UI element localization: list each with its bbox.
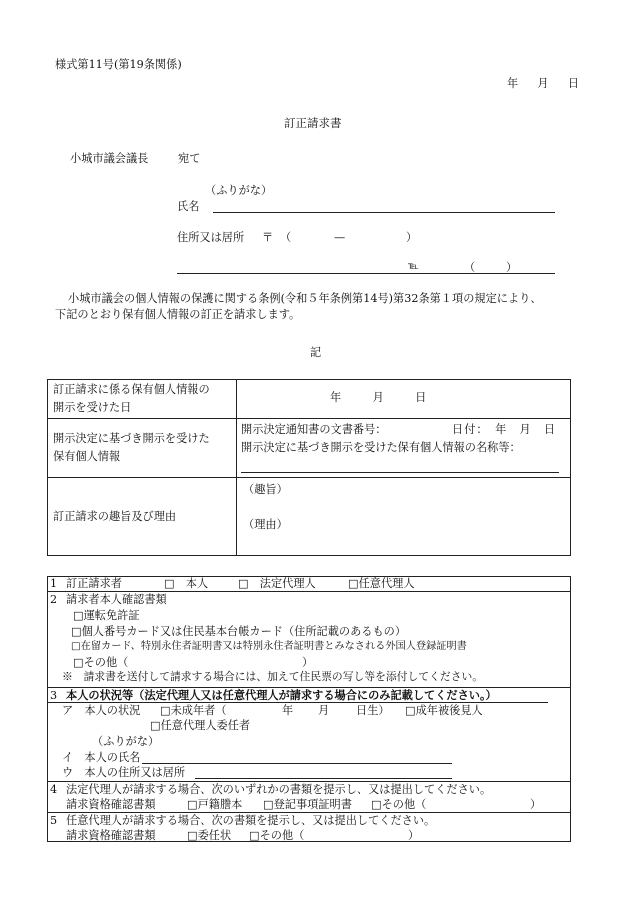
disclosed-info-name[interactable]: 開示決定に基づき開示を受けた保有個人情報の名称等： xyxy=(241,441,521,454)
id-residence-card-checkbox[interactable]: □在留カード、特別永住者証明書又は特別永住者証明書とみなされる外国人登録証明書 xyxy=(71,641,467,652)
doc-power-of-attorney-checkbox[interactable]: □委任状 xyxy=(187,829,232,842)
table2-divider-3 xyxy=(47,781,571,782)
addressee-suffix: 宛て xyxy=(178,152,201,165)
voluntary-agent-docs-label: 請求資格確認書類 xyxy=(66,829,156,842)
intro-line-1: 小城市議会の個人情報の保護に関する条例(令和５年条例第14号)第32条第１項の規定により、 xyxy=(68,292,542,305)
disclosed-info-label-1: 開示決定に基づき開示を受けた xyxy=(53,432,210,445)
id-mynumber-card-checkbox[interactable]: □個人番号カード又は住民基本台帳カード（住所記載のあるもの） xyxy=(71,625,407,638)
section-2-title: 請求者本人確認書類 xyxy=(66,593,167,606)
postal-open-paren: （ xyxy=(280,231,292,244)
section-4-number: 4 xyxy=(50,783,58,796)
table2-divider-4 xyxy=(47,812,571,813)
principal-address-field[interactable] xyxy=(195,778,452,779)
requester-name-field[interactable] xyxy=(213,212,555,213)
tel-close-paren: ） xyxy=(506,261,518,274)
doc-registry-certificate-checkbox[interactable]: □登記事項証明書 xyxy=(263,798,352,811)
mail-request-note: ※ 請求書を送付して請求する場合には、加えて住民票の写し等を添付してください。 xyxy=(62,670,484,683)
section-3-number: 3 xyxy=(50,689,58,702)
page-title: 訂正請求書 xyxy=(284,116,342,130)
doc-family-register-checkbox[interactable]: □戸籍謄本 xyxy=(187,798,243,811)
tel-open-paren: （ xyxy=(464,261,476,274)
principal-name-label: イ 本人の氏名 xyxy=(62,751,141,764)
correction-reason[interactable]: （理由） xyxy=(243,518,288,531)
requester-name-label: 氏名 xyxy=(177,200,200,213)
disclosure-date-label-2: 開示を受けた日 xyxy=(53,401,132,414)
document-date: 年 月 日 xyxy=(507,77,583,90)
disclosure-date-label-1: 訂正請求に係る保有個人情報の xyxy=(53,383,210,396)
table1-divider xyxy=(236,379,237,556)
section-3-title: 本人の状況等（法定代理人又は任意代理人が請求する場合にのみ記載してください。） xyxy=(66,688,497,702)
form-number: 様式第11号(第19条関係) xyxy=(55,58,182,71)
table2-divider-1 xyxy=(47,591,571,592)
principal-furigana-label: （ふりがな） xyxy=(92,735,160,748)
status-adult-ward-checkbox[interactable]: □成年被後見人 xyxy=(405,704,483,717)
doc-voluntary-other-checkbox[interactable]: □その他（ xyxy=(249,829,305,842)
principal-status-label: ア 本人の状況 xyxy=(62,704,141,717)
minor-birth-month: 月 xyxy=(318,704,330,717)
doc-legal-other-close-paren: ） xyxy=(530,798,542,811)
tel-icon: ℡ xyxy=(408,261,419,272)
addressee-name: 小城市議会議長 xyxy=(70,152,149,165)
requester-address-label: 住所又は居所 xyxy=(177,231,245,244)
table1-row-divider-2 xyxy=(47,477,571,478)
id-other-checkbox[interactable]: □その他（ xyxy=(73,656,129,669)
requester-furigana-label: （ふりがな） xyxy=(205,184,273,197)
section-2-number: 2 xyxy=(50,593,58,606)
doc-legal-other-checkbox[interactable]: □その他（ xyxy=(371,798,427,811)
decision-doc-date[interactable]: 日付： 年 月 日 xyxy=(452,423,557,436)
status-minor-checkbox[interactable]: □未成年者（ xyxy=(160,704,227,717)
section-1-title: 訂正請求者 xyxy=(66,577,122,590)
requester-legal-agent-checkbox[interactable]: □ 法定代理人 xyxy=(238,577,316,590)
ki-heading: 記 xyxy=(310,346,322,359)
decision-doc-number[interactable]: 開示決定通知書の文書番号： xyxy=(241,423,387,436)
section-5-title: 任意代理人が請求する場合、次の書類を提示し、又は提出してください。 xyxy=(66,814,436,827)
requester-address-field[interactable] xyxy=(177,273,555,274)
postal-dash: — xyxy=(334,231,346,244)
disclosed-info-underline xyxy=(241,472,559,473)
principal-address-label: ウ 本人の住所又は居所 xyxy=(62,766,186,779)
intro-line-2: 下記のとおり保有個人情報の訂正を請求します。 xyxy=(55,308,301,321)
minor-birth-day: 日生） xyxy=(356,704,390,717)
requester-self-checkbox[interactable]: □ 本人 xyxy=(164,577,209,590)
table1-row-divider-1 xyxy=(47,418,571,419)
id-other-close-paren: ） xyxy=(302,656,314,669)
postal-mark: 〒 xyxy=(262,231,274,244)
minor-birth-year: 年 xyxy=(282,704,294,717)
section-3-title-underline xyxy=(48,702,548,703)
section-4-title: 法定代理人が請求する場合、次のいずれかの書類を提示し、又は提出してください。 xyxy=(66,783,492,796)
correction-purpose-label: 訂正請求の趣旨及び理由 xyxy=(53,510,177,523)
principal-name-field[interactable] xyxy=(142,763,452,764)
section-1-number: 1 xyxy=(50,577,58,590)
disclosure-date-value[interactable]: 年 月 日 xyxy=(330,391,430,404)
doc-voluntary-other-close-paren: ） xyxy=(408,829,420,842)
postal-close-paren: ） xyxy=(406,231,418,244)
disclosed-info-label-2: 保有個人情報 xyxy=(53,450,121,463)
section-5-number: 5 xyxy=(50,814,58,827)
id-drivers-license-checkbox[interactable]: □運転免許証 xyxy=(73,609,140,622)
status-voluntary-principal-checkbox[interactable]: □任意代理人委任者 xyxy=(150,719,251,732)
legal-agent-docs-label: 請求資格確認書類 xyxy=(66,798,156,811)
correction-purpose[interactable]: （趣旨） xyxy=(243,483,288,496)
requester-voluntary-agent-checkbox[interactable]: □任意代理人 xyxy=(348,577,415,590)
